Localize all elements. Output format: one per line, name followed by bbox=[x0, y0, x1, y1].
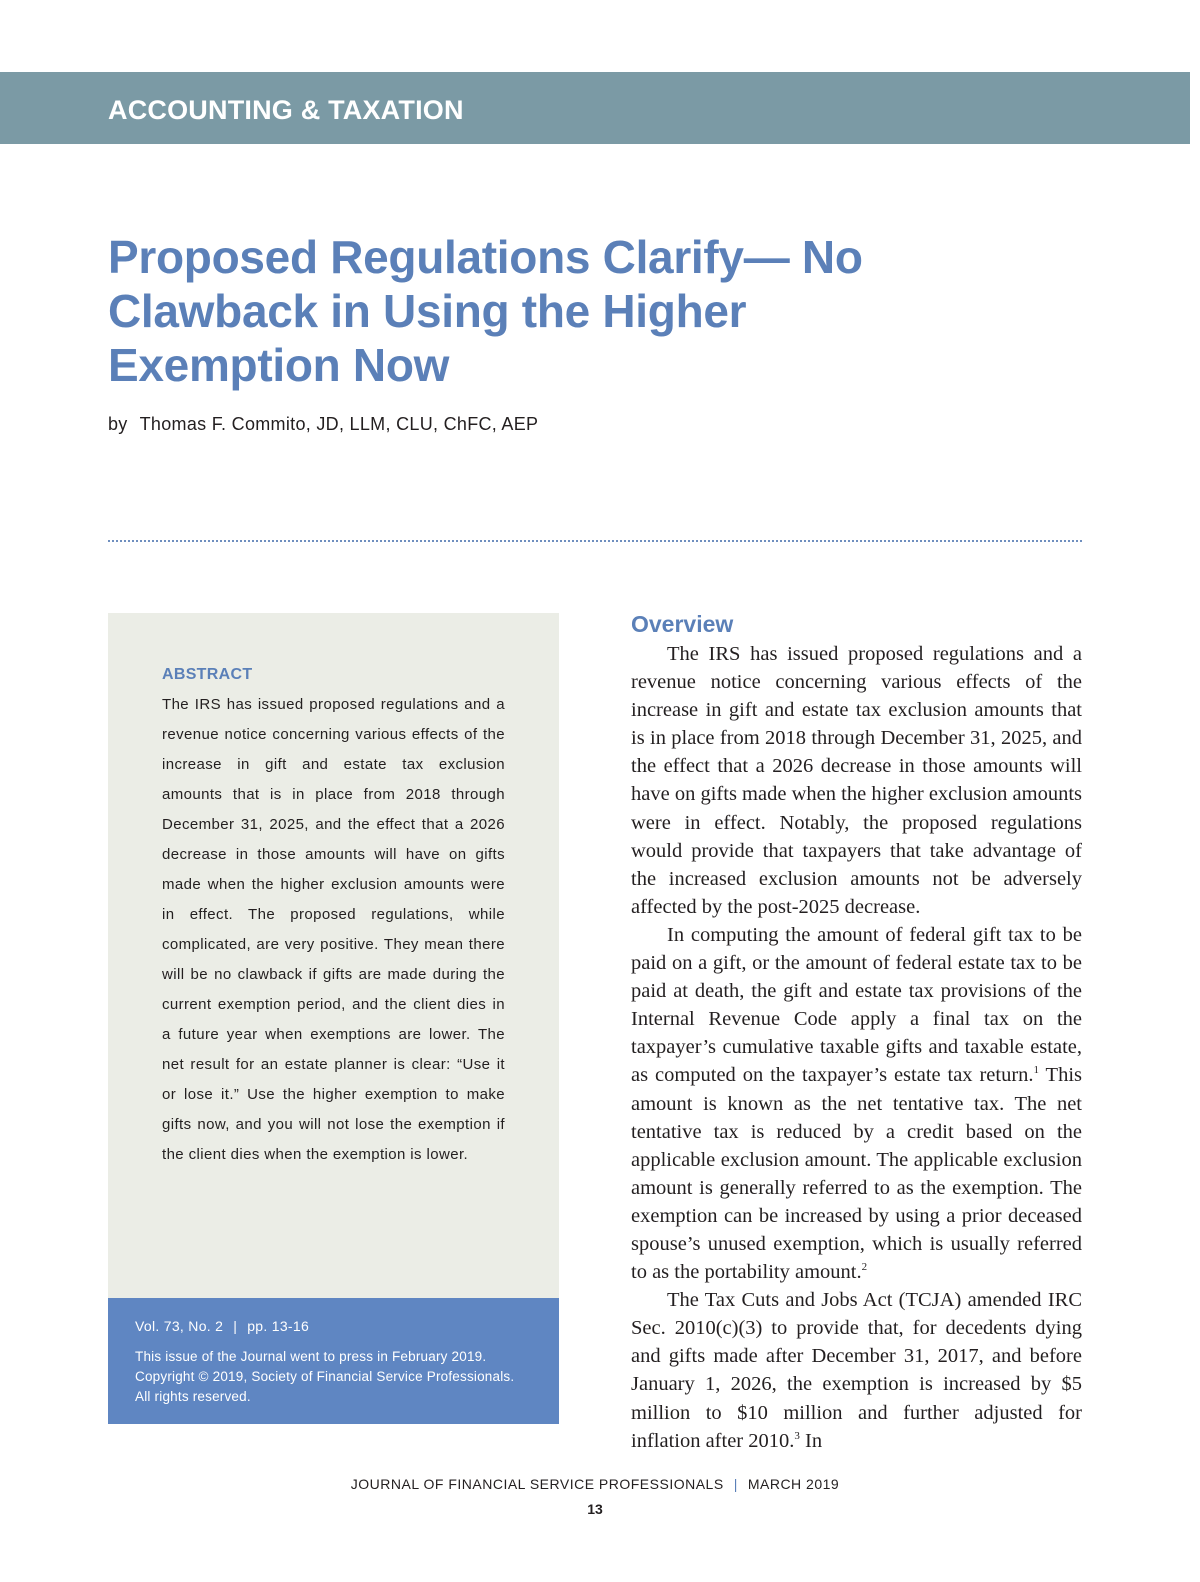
rights-line: All rights reserved. bbox=[135, 1389, 251, 1404]
section-label: ACCOUNTING & TAXATION bbox=[108, 95, 464, 125]
byline bbox=[108, 412, 538, 436]
press-note: This issue of the Journal went to press in February 2019. bbox=[135, 1349, 487, 1364]
paragraph-text: This amount is known as the net tentative tax. The net tentative tax is reduced by a credit based on the applicable exclusion amount. The applicable exclusion amount is generally referred to as the exemption. The exemption can be increased by using a prior deceased spouse’s unused exemption, which is usually referred to as the portability amount. bbox=[631, 1064, 1083, 1284]
footnote-ref: 2 bbox=[861, 1261, 868, 1274]
footnote-ref: 3 bbox=[794, 1429, 800, 1442]
body-paragraph bbox=[631, 921, 1082, 1286]
article-title: Proposed Regulations Clarify— No Clawback in Using the Higher Exemption Now bbox=[108, 231, 863, 391]
page-number: 13 bbox=[587, 1501, 603, 1517]
volume-number: Vol. 73, No. 2 bbox=[135, 1318, 224, 1334]
paragraph-text: In bbox=[799, 1429, 823, 1452]
overview-heading: Overview bbox=[631, 611, 734, 637]
abstract-text: The IRS has issued proposed regulations and a revenue notice concerning various effects of the increase in gift and estate tax exclusion amounts that is in place from 2018 through December 31, 2025, and the effect that a 2026 decrease in those amounts will have on gifts made when the higher exclusion amounts were in effect. The proposed regulations, while complicated, are very positive. They mean there will be no clawback if gifts are made during the current exemption period, and the client dies in a future year when exemptions are lower. The net result for an estate planner is clear: “Use it or lose it.” Use the higher exemption to make gifts now, and you will not lose the exemption if the client dies when the exemption is lower. bbox=[162, 696, 505, 1163]
body-paragraph bbox=[631, 1286, 1082, 1455]
issue-date: MARCH 2019 bbox=[747, 1476, 840, 1492]
page-range: pp. 13-16 bbox=[247, 1318, 310, 1334]
journal-name: JOURNAL OF FINANCIAL SERVICE PROFESSIONALS bbox=[350, 1476, 724, 1492]
author-name: Thomas F. Commito, JD, LLM, CLU, ChFC, AEP bbox=[139, 414, 539, 434]
copyright-line: Copyright © 2019, Society of Financial Service Professionals. bbox=[135, 1369, 515, 1384]
paragraph-text: In computing the amount of federal gift tax to be paid on a gift, or the amount of federal estate tax to be paid at death, the gift and estate tax provisions of the Internal Revenue Code apply a final tax on the taxpayer’s cumulative taxable gifts and taxable estate, as computed on the taxpayer’s estate tax return. bbox=[631, 923, 1082, 1087]
issue-citation bbox=[135, 1316, 309, 1336]
citation-separator: | bbox=[233, 1318, 238, 1334]
copyright-notice bbox=[135, 1347, 545, 1407]
paragraph-text: The Tax Cuts and Jobs Act (TCJA) amended IRC Sec. 2010(c)(3) to provide that, for decedents dying and gifts made after December 31, 2017, and before January 1, 2026, the exemption is increased by $5 million to $10 million and further adjusted for inflation after 2010. bbox=[631, 1289, 1082, 1452]
page-footer bbox=[0, 1474, 1190, 1494]
byline-prefix: by bbox=[108, 414, 128, 434]
body-paragraph: The IRS has issued proposed regulations and a revenue notice concerning various effects of the increase in gift and estate tax exclusion amounts that is in place from 2018 through December 31, 2025, and the effect that a 2026 decrease in those amounts will have on gifts made when the higher exclusion amounts were in effect. Notably, the proposed regulations would provide that taxpayers that take advantage of the increased exclusion amounts not be adversely affected by the post-2025 decrease. bbox=[631, 643, 1082, 918]
abstract-heading: ABSTRACT bbox=[162, 666, 253, 683]
footnote-ref: 1 bbox=[1033, 1064, 1040, 1077]
body-column bbox=[631, 640, 1082, 1455]
dotted-divider bbox=[108, 540, 1082, 542]
footer-separator: | bbox=[733, 1476, 738, 1492]
